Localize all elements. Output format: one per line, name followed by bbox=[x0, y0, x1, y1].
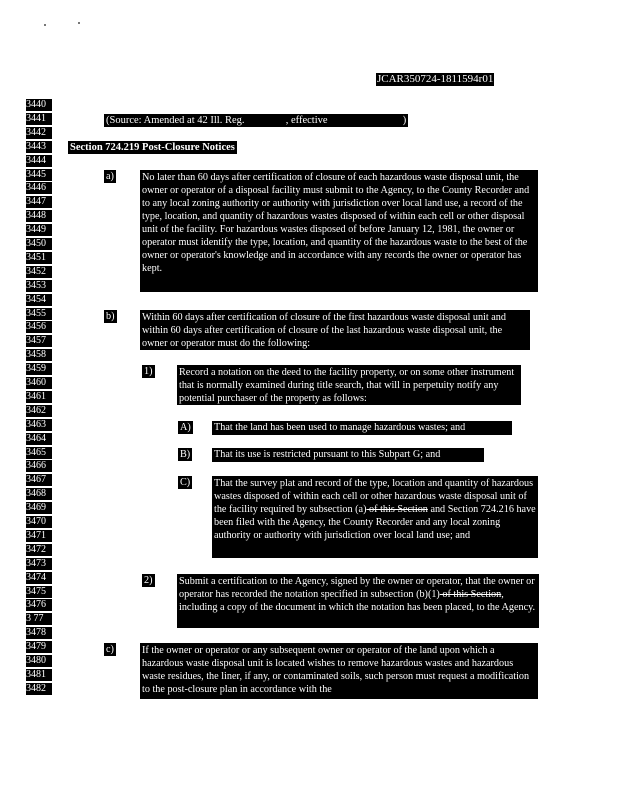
para-a bbox=[140, 170, 538, 292]
para-B-text: That its use is restricted pursuant to this Subpart G; and bbox=[214, 449, 441, 460]
para-b1-text: Record a notation on the deed to the facility property, or on some other instrument that is normally examined during title search, that will in perpetuity notify any potential purchaser of the property as follows: bbox=[179, 367, 515, 404]
line-number: 3442 bbox=[26, 127, 52, 139]
line-number: 3461 bbox=[26, 391, 52, 403]
line-number: 3458 bbox=[26, 349, 52, 361]
line-number: 3447 bbox=[26, 196, 52, 208]
para-b bbox=[140, 310, 530, 350]
para-C-label: C) bbox=[180, 477, 191, 488]
line-number: 3472 bbox=[26, 544, 52, 556]
para-C-text-after: and Section 724.216 have been filed with the Agency, the County Recorder and any local zoning authority or authority with jurisdiction over local land use; and bbox=[214, 504, 536, 541]
document-id: JCAR350724-1811594r01 bbox=[377, 73, 494, 85]
para-B-label: B) bbox=[180, 449, 191, 460]
line-number: 3455 bbox=[26, 308, 52, 320]
para-A bbox=[212, 421, 512, 435]
line-number: 3471 bbox=[26, 530, 52, 542]
para-b1-label: 1) bbox=[144, 366, 153, 377]
para-A-label: A) bbox=[180, 422, 191, 433]
line-number: 3463 bbox=[26, 419, 52, 431]
line-number: 3480 bbox=[26, 655, 52, 667]
line-number: 3482 bbox=[26, 683, 52, 695]
para-b2-deleted-text: of this Section bbox=[439, 589, 502, 600]
line-number: 3465 bbox=[26, 447, 52, 459]
para-b2-text-before: Submit a certification to the Agency, signed by the owner or operator, that the owner or operator has recorded the notation specified in subsection (b)(1) bbox=[179, 576, 535, 600]
para-b2-text bbox=[177, 574, 539, 615]
para-b2-text-after: , including a copy of the document in which the notation has been placed, to the Agency. bbox=[179, 589, 536, 613]
para-b-text: Within 60 days after certification of closure of the first hazardous waste disposal unit and within 60 days after certification of closure of the last hazardous waste disposal unit, the owner or operator must do the following: bbox=[142, 312, 506, 349]
line-number: 3440 bbox=[26, 99, 52, 111]
line-number: 3454 bbox=[26, 294, 52, 306]
para-C-text-before: That the survey plat and record of the type, location and quantity of hazardous wastes disposed of within each cell or other hazardous waste disposal unit of the facility required by subsection (a) bbox=[214, 478, 534, 515]
redacted-register-page bbox=[247, 114, 283, 125]
line-number: 3 77 bbox=[26, 613, 52, 625]
line-number: 3466 bbox=[26, 460, 52, 472]
line-number: 3470 bbox=[26, 516, 52, 528]
para-c bbox=[140, 643, 538, 699]
source-prefix: (Source: Amended at 42 Ill. Reg. bbox=[106, 115, 245, 126]
line-number: 3476 bbox=[26, 599, 52, 611]
para-C-deleted-text: of this Section bbox=[366, 504, 428, 515]
scan-speck bbox=[44, 24, 46, 26]
line-number: 3450 bbox=[26, 238, 52, 250]
line-number: 3475 bbox=[26, 586, 52, 598]
para-b1 bbox=[177, 365, 521, 405]
line-number: 3449 bbox=[26, 224, 52, 236]
line-number: 3468 bbox=[26, 488, 52, 500]
line-number: 3451 bbox=[26, 252, 52, 264]
redacted-effective-date bbox=[330, 114, 400, 125]
line-number: 3446 bbox=[26, 182, 52, 194]
para-a-label: a) bbox=[106, 171, 114, 182]
para-C-text bbox=[212, 476, 538, 543]
scan-speck bbox=[78, 22, 80, 24]
source-effective: , effective bbox=[285, 115, 328, 126]
line-number: 3464 bbox=[26, 433, 52, 445]
line-number: 3460 bbox=[26, 377, 52, 389]
line-number: 3469 bbox=[26, 502, 52, 514]
line-number: 3462 bbox=[26, 405, 52, 417]
line-number: 3448 bbox=[26, 210, 52, 222]
para-b2 bbox=[177, 574, 539, 628]
line-number: 3441 bbox=[26, 113, 52, 125]
line-number: 3453 bbox=[26, 280, 52, 292]
line-number: 3473 bbox=[26, 558, 52, 570]
source-suffix: ) bbox=[402, 115, 407, 126]
para-b-label: b) bbox=[106, 311, 115, 322]
line-number: 3444 bbox=[26, 155, 52, 167]
line-number: 3478 bbox=[26, 627, 52, 639]
section-title: Section 724.219 Post-Closure Notices bbox=[70, 142, 235, 153]
line-number: 3452 bbox=[26, 266, 52, 278]
line-number: 3443 bbox=[26, 141, 52, 153]
line-number: 3467 bbox=[26, 474, 52, 486]
line-number: 3479 bbox=[26, 641, 52, 653]
para-B bbox=[212, 448, 484, 462]
para-b2-label: 2) bbox=[144, 575, 153, 586]
para-c-text: If the owner or operator or any subsequent owner or operator of the land upon which a hazardous waste disposal unit is located wishes to remove hazardous wastes and hazardous waste residues, the liner, if any, or contaminated soils, such person must request a modification to the post-closure plan in accordance with the bbox=[142, 645, 530, 695]
para-A-text: That the land has been used to manage hazardous wastes; and bbox=[214, 422, 466, 433]
source-note bbox=[104, 114, 408, 127]
line-number: 3481 bbox=[26, 669, 52, 681]
line-number: 3474 bbox=[26, 572, 52, 584]
line-number: 3445 bbox=[26, 169, 52, 181]
para-a-text: No later than 60 days after certification of closure of each hazardous waste disposal unit, the owner or operator of a disposal facility must submit to the Agency, to the County Recorder and to any local zoning authority or authority with jurisdiction over local land use, a record of the type, location, and quantity of hazardous wastes disposed of within each cell or other disposal unit of the facility. For hazardous wastes disposed of before January 12, 1981, the owner or operator must identify the type, location, and quantity of the hazardous waste to the best of the owner or operator's knowledge and in accordance with any records the owner or operator has kept. bbox=[142, 172, 530, 274]
para-c-label: c) bbox=[106, 644, 114, 655]
line-number: 3457 bbox=[26, 335, 52, 347]
line-number: 3459 bbox=[26, 363, 52, 375]
para-C bbox=[212, 476, 538, 558]
line-number: 3456 bbox=[26, 321, 52, 333]
